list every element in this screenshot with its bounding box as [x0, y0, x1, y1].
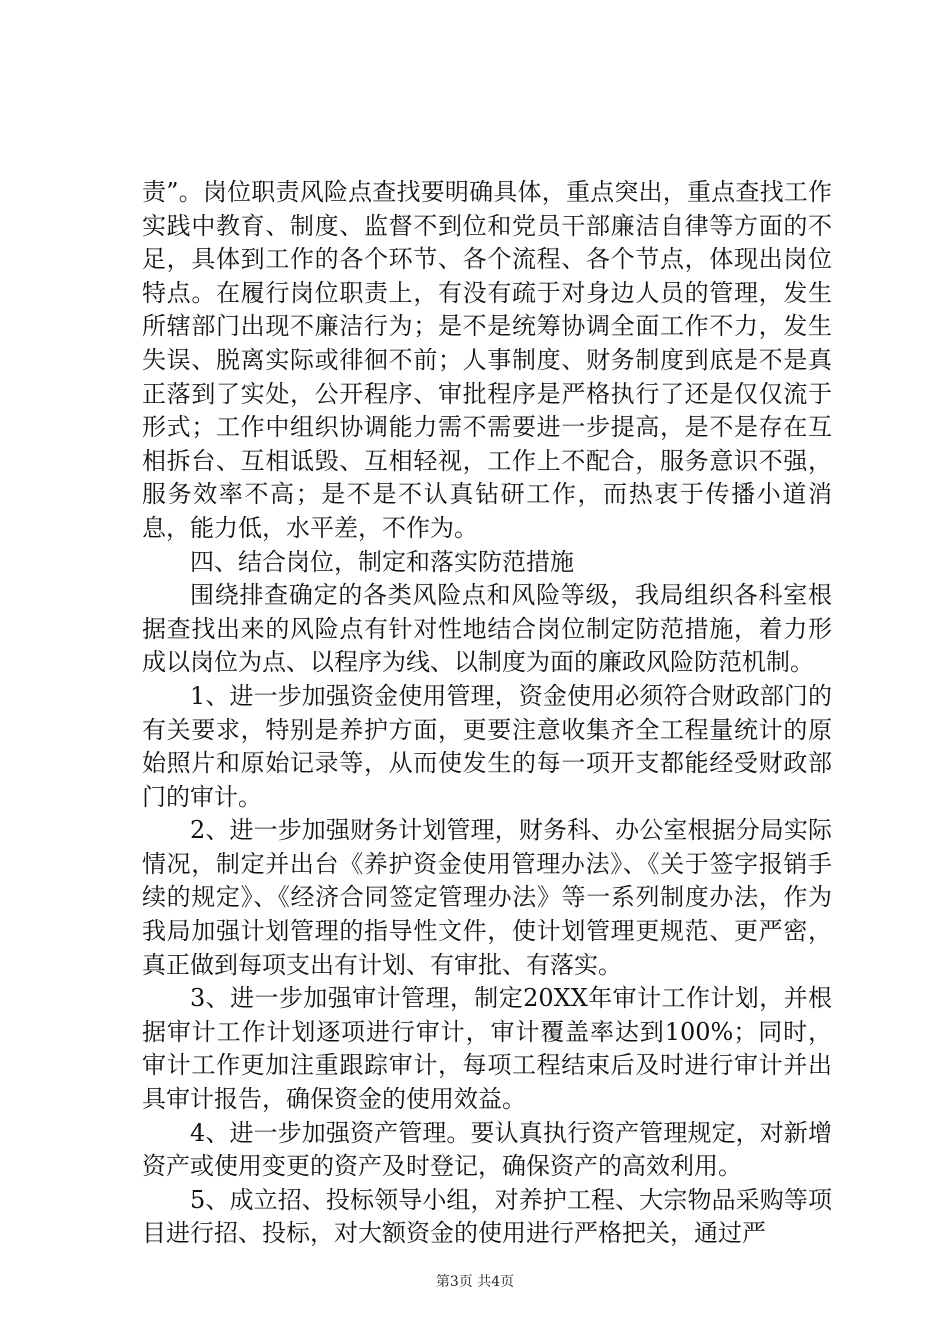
- document-body: [142, 176, 832, 1251]
- section-heading-4: 四、结合岗位，制定和落实防范措施: [190, 547, 574, 576]
- list-item-3: 3、进一步加强审计管理，制定20XX年审计工作计划，并根据审计工作计划逐项进行审计，审计覆盖率达到100%；同时，审计工作更加注重跟踪审计，每项工程结束后及时进行审计并出具审计报告，确保资金的使用效益。: [142, 984, 832, 1114]
- list-item-4: 4、进一步加强资产管理。要认真执行资产管理规定，对新增资产或使用变更的资产及时登记，确保资产的高效利用。: [142, 1118, 832, 1181]
- paragraph-prevention-mechanism: 围绕排查确定的各类风险点和风险等级，我局组织各科室根据查找出来的风险点有针对性地结合岗位制定防范措施，着力形成以岗位为点、以程序为线、以制度为面的廉政风险防范机制。: [142, 581, 832, 677]
- list-item-5: 5、成立招、投标领导小组，对养护工程、大宗物品采购等项目进行招、投标，对大额资金的使用进行严格把关，通过严: [142, 1185, 832, 1248]
- page-footer: 第3页 共4页: [435, 1274, 515, 1290]
- list-item-1: 1、进一步加强资金使用管理，资金使用必须符合财政部门的有关要求，特别是养护方面，更要注意收集齐全工程量统计的原始照片和原始记录等，从而使发生的每一项开支都能经受财政部门的审计。: [142, 681, 832, 811]
- list-item-2: 2、进一步加强财务计划管理，财务科、办公室根据分局实际情况，制定并出台《养护资金使用管理办法》、《关于签字报销手续的规定》、《经济合同签定管理办法》等一系列制度办法，作为我局加强计划管理的指导性文件，使计划管理更规范、更严密，真正做到每项支出有计划、有审批、有落实。: [142, 816, 832, 979]
- paragraph-job-risk-points: 责”。岗位职责风险点查找要明确具体，重点突出，重点查找工作实践中教育、制度、监督不到位和党员干部廉洁自律等方面的不足，具体到工作的各个环节、各个流程、各个节点，体现出岗位特点。在履行岗位职责上，有没有疏于对身边人员的管理，发生所辖部门出现不廉洁行为；是不是统筹协调全面工作不力，发生失误、脱离实际或徘徊不前；人事制度、财务制度到底是不是真正落到了实处，公开程序、审批程序是严格执行了还是仅仅流于形式；工作中组织协调能力需不需要进一步提高，是不是存在互相拆台、互相诋毁、互相轻视，工作上不配合，服务意识不强，服务效率不高；是不是不认真钻研工作，而热衷于传播小道消息，能力低，水平差，不作为。: [142, 178, 832, 542]
